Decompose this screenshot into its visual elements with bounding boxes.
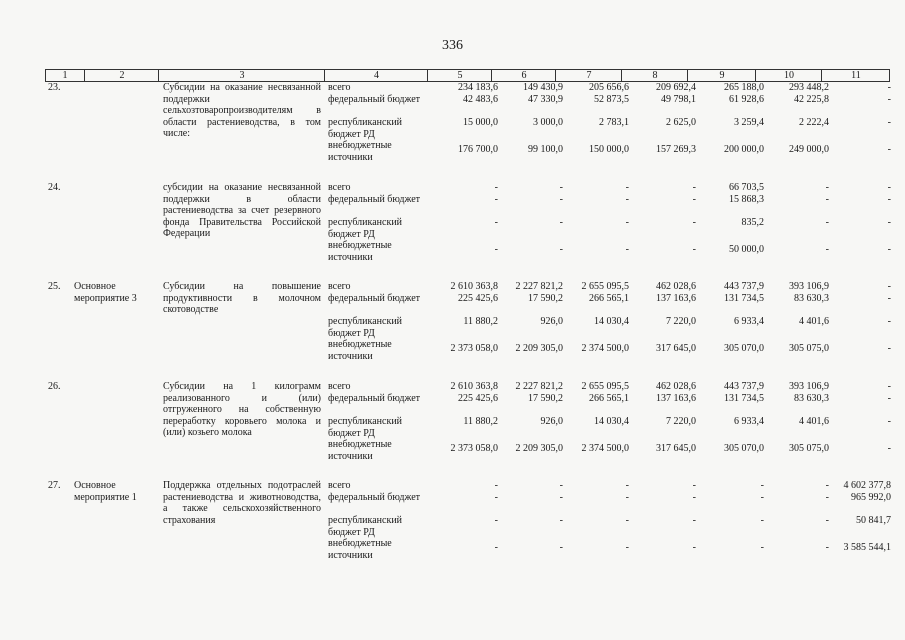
funding-source-label: республиканский бюджет РД (328, 316, 403, 339)
value-cell: - (559, 217, 563, 228)
value-cell: 4 602 377,8 (843, 480, 891, 491)
value-cell: 61 928,6 (729, 94, 764, 105)
value-cell: 926,0 (540, 316, 563, 327)
row-number: 24. (48, 182, 61, 193)
value-cell: 2 625,0 (666, 117, 696, 128)
value-cell: - (494, 194, 498, 205)
value-cell: 6 933,4 (734, 416, 764, 427)
row-number: 23. (48, 82, 61, 93)
value-cell: 317 645,0 (656, 343, 696, 354)
value-cell: - (887, 194, 891, 205)
value-cell: 249 000,0 (789, 144, 829, 155)
value-cell: 965 992,0 (851, 492, 891, 503)
value-cell: 149 430,9 (523, 82, 563, 93)
value-cell: - (887, 393, 891, 404)
funding-source-label: всего (328, 281, 351, 292)
value-cell: 83 630,3 (794, 393, 829, 404)
header-cell: 5 (427, 70, 492, 81)
value-cell: - (887, 343, 891, 354)
funding-source-label: внебюджетные источники (328, 339, 392, 362)
value-cell: 462 028,6 (656, 381, 696, 392)
value-cell: - (692, 217, 696, 228)
value-cell: - (559, 515, 563, 526)
header-cell: 7 (555, 70, 622, 81)
value-cell: - (887, 293, 891, 304)
value-cell: - (760, 480, 764, 491)
value-cell: - (692, 480, 696, 491)
value-cell: 66 703,5 (729, 182, 764, 193)
value-cell: 17 590,2 (528, 293, 563, 304)
table-row (0, 182, 905, 277)
funding-source-label: республиканский бюджет РД (328, 515, 403, 538)
header-cell: 8 (621, 70, 688, 81)
header-cell: 4 (324, 70, 428, 81)
row-number: 25. (48, 281, 61, 292)
value-cell: 205 656,6 (589, 82, 629, 93)
value-cell: - (494, 182, 498, 193)
value-cell: - (825, 217, 829, 228)
value-cell: 2 610 363,8 (450, 281, 498, 292)
value-cell: - (625, 217, 629, 228)
value-cell: - (494, 542, 498, 553)
value-cell: - (825, 194, 829, 205)
value-cell: 443 737,9 (724, 281, 764, 292)
value-cell: 209 692,4 (656, 82, 696, 93)
value-cell: 11 880,2 (463, 416, 498, 427)
funding-source-label: республиканский бюджет РД (328, 117, 403, 140)
value-cell: 11 880,2 (463, 316, 498, 327)
value-cell: - (887, 217, 891, 228)
value-cell: - (887, 144, 891, 155)
value-cell: 17 590,2 (528, 393, 563, 404)
value-cell: - (825, 542, 829, 553)
funding-source-label: федеральный бюджет (328, 194, 421, 205)
value-cell: 4 401,6 (799, 416, 829, 427)
value-cell: 150 000,0 (589, 144, 629, 155)
value-cell: 393 106,9 (789, 381, 829, 392)
value-cell: 305 075,0 (789, 343, 829, 354)
value-cell: - (825, 480, 829, 491)
row-description: Поддержка отдельных подотраслей растениеводства и животноводства, а также сельскохозяйственного страхования (163, 480, 321, 526)
header-cell: 9 (687, 70, 756, 81)
row-number: 27. (48, 480, 61, 491)
header-cell: 6 (491, 70, 556, 81)
value-cell: - (887, 316, 891, 327)
value-cell: - (559, 480, 563, 491)
value-cell: 225 425,6 (458, 393, 498, 404)
value-cell: 225 425,6 (458, 293, 498, 304)
value-cell: - (760, 542, 764, 553)
value-cell: 266 565,1 (589, 393, 629, 404)
value-cell: 131 734,5 (724, 293, 764, 304)
value-cell: 42 225,8 (794, 94, 829, 105)
value-cell: 4 401,6 (799, 316, 829, 327)
value-cell: - (692, 244, 696, 255)
value-cell: 52 873,5 (594, 94, 629, 105)
value-cell: 15 868,3 (729, 194, 764, 205)
value-cell: 393 106,9 (789, 281, 829, 292)
value-cell: 443 737,9 (724, 381, 764, 392)
value-cell: - (625, 244, 629, 255)
value-cell: - (887, 281, 891, 292)
value-cell: 2 209 305,0 (515, 443, 563, 454)
value-cell: - (625, 182, 629, 193)
value-cell: - (559, 194, 563, 205)
value-cell: - (887, 443, 891, 454)
value-cell: 2 373 058,0 (450, 343, 498, 354)
value-cell: 305 070,0 (724, 443, 764, 454)
value-cell: 6 933,4 (734, 316, 764, 327)
value-cell: 50 841,7 (856, 515, 891, 526)
value-cell: - (825, 492, 829, 503)
value-cell: 2 655 095,5 (581, 281, 629, 292)
value-cell: - (825, 244, 829, 255)
row-activity: Основное мероприятие 3 (74, 281, 137, 304)
value-cell: - (887, 117, 891, 128)
value-cell: 926,0 (540, 416, 563, 427)
value-cell: - (559, 244, 563, 255)
value-cell: 7 220,0 (666, 316, 696, 327)
value-cell: 49 798,1 (661, 94, 696, 105)
value-cell: - (625, 515, 629, 526)
value-cell: 3 000,0 (533, 117, 563, 128)
value-cell: - (494, 244, 498, 255)
value-cell: 200 000,0 (724, 144, 764, 155)
funding-source-label: всего (328, 381, 351, 392)
value-cell: - (760, 492, 764, 503)
value-cell: - (825, 515, 829, 526)
value-cell: 99 100,0 (528, 144, 563, 155)
value-cell: - (625, 492, 629, 503)
funding-source-label: республиканский бюджет РД (328, 217, 403, 240)
row-description: субсидии на оказание несвязанной поддержки в области растениеводства за счет резервного фонда Правительства Российской Федерации (163, 182, 321, 239)
value-cell: 83 630,3 (794, 293, 829, 304)
funding-source-label: федеральный бюджет (328, 94, 421, 105)
table-row (0, 381, 905, 476)
value-cell: 2 209 305,0 (515, 343, 563, 354)
value-cell: 50 000,0 (729, 244, 764, 255)
value-cell: - (887, 82, 891, 93)
row-activity: Основное мероприятие 1 (74, 480, 137, 503)
value-cell: 2 655 095,5 (581, 381, 629, 392)
value-cell: 137 163,6 (656, 293, 696, 304)
value-cell: 317 645,0 (656, 443, 696, 454)
value-cell: - (760, 515, 764, 526)
value-cell: - (887, 416, 891, 427)
value-cell: 2 374 500,0 (581, 443, 629, 454)
row-description: Субсидии на оказание несвязанной поддержки сельхозтоваропроизводителям в области растениеводства, в том числе: (163, 82, 321, 139)
value-cell: 47 330,9 (528, 94, 563, 105)
value-cell: - (494, 492, 498, 503)
value-cell: 305 075,0 (789, 443, 829, 454)
value-cell: 2 610 363,8 (450, 381, 498, 392)
value-cell: - (625, 194, 629, 205)
value-cell: 2 227 821,2 (515, 281, 563, 292)
funding-source-label: всего (328, 182, 351, 193)
funding-source-label: федеральный бюджет (328, 393, 421, 404)
value-cell: 2 227 821,2 (515, 381, 563, 392)
value-cell: 42 483,6 (463, 94, 498, 105)
row-description: Субсидии на 1 килограмм реализованного и (или) отгруженного на собственную переработку коровьего молока и (или) козьего молока (163, 381, 321, 438)
value-cell: 131 734,5 (724, 393, 764, 404)
value-cell: - (887, 182, 891, 193)
value-cell: - (692, 542, 696, 553)
header-cell: 11 (821, 70, 890, 81)
value-cell: - (559, 492, 563, 503)
value-cell: 14 030,4 (594, 416, 629, 427)
value-cell: 15 000,0 (463, 117, 498, 128)
header-cell: 10 (755, 70, 822, 81)
page-number: 336 (442, 38, 463, 53)
funding-source-label: внебюджетные источники (328, 140, 392, 163)
funding-source-label: внебюджетные источники (328, 240, 392, 263)
value-cell: - (625, 480, 629, 491)
value-cell: - (887, 244, 891, 255)
funding-source-label: всего (328, 480, 351, 491)
value-cell: 265 188,0 (724, 82, 764, 93)
funding-source-label: республиканский бюджет РД (328, 416, 403, 439)
funding-source-label: внебюджетные источники (328, 439, 392, 462)
header-cell: 1 (62, 70, 68, 81)
value-cell: 293 448,2 (789, 82, 829, 93)
value-cell: 137 163,6 (656, 393, 696, 404)
value-cell: - (692, 182, 696, 193)
value-cell: - (887, 381, 891, 392)
value-cell: 7 220,0 (666, 416, 696, 427)
value-cell: 176 700,0 (458, 144, 498, 155)
row-description: Субсидии на повышение продуктивности в молочном скотоводстве (163, 281, 321, 315)
value-cell: 234 183,6 (458, 82, 498, 93)
value-cell: 3 259,4 (734, 117, 764, 128)
value-cell: - (692, 194, 696, 205)
value-cell: 157 269,3 (656, 144, 696, 155)
value-cell: 305 070,0 (724, 343, 764, 354)
value-cell: - (559, 542, 563, 553)
value-cell: 462 028,6 (656, 281, 696, 292)
table-header (45, 69, 890, 82)
value-cell: - (494, 480, 498, 491)
value-cell: 266 565,1 (589, 293, 629, 304)
value-cell: - (494, 515, 498, 526)
funding-source-label: федеральный бюджет (328, 492, 421, 503)
value-cell: - (692, 515, 696, 526)
value-cell: 3 585 544,1 (843, 542, 891, 553)
value-cell: - (825, 182, 829, 193)
table-row (0, 281, 905, 376)
value-cell: - (559, 182, 563, 193)
header-cell: 3 (158, 70, 325, 81)
value-cell: - (494, 217, 498, 228)
value-cell: - (887, 94, 891, 105)
header-cell: 2 (84, 70, 159, 81)
value-cell: - (692, 492, 696, 503)
value-cell: 2 783,1 (599, 117, 629, 128)
value-cell: 2 222,4 (799, 117, 829, 128)
value-cell: 835,2 (741, 217, 764, 228)
value-cell: - (625, 542, 629, 553)
funding-source-label: внебюджетные источники (328, 538, 392, 561)
value-cell: 14 030,4 (594, 316, 629, 327)
table-row (0, 480, 905, 575)
row-number: 26. (48, 381, 61, 392)
table-row (0, 82, 905, 177)
value-cell: 2 373 058,0 (450, 443, 498, 454)
funding-source-label: всего (328, 82, 351, 93)
funding-source-label: федеральный бюджет (328, 293, 421, 304)
value-cell: 2 374 500,0 (581, 343, 629, 354)
